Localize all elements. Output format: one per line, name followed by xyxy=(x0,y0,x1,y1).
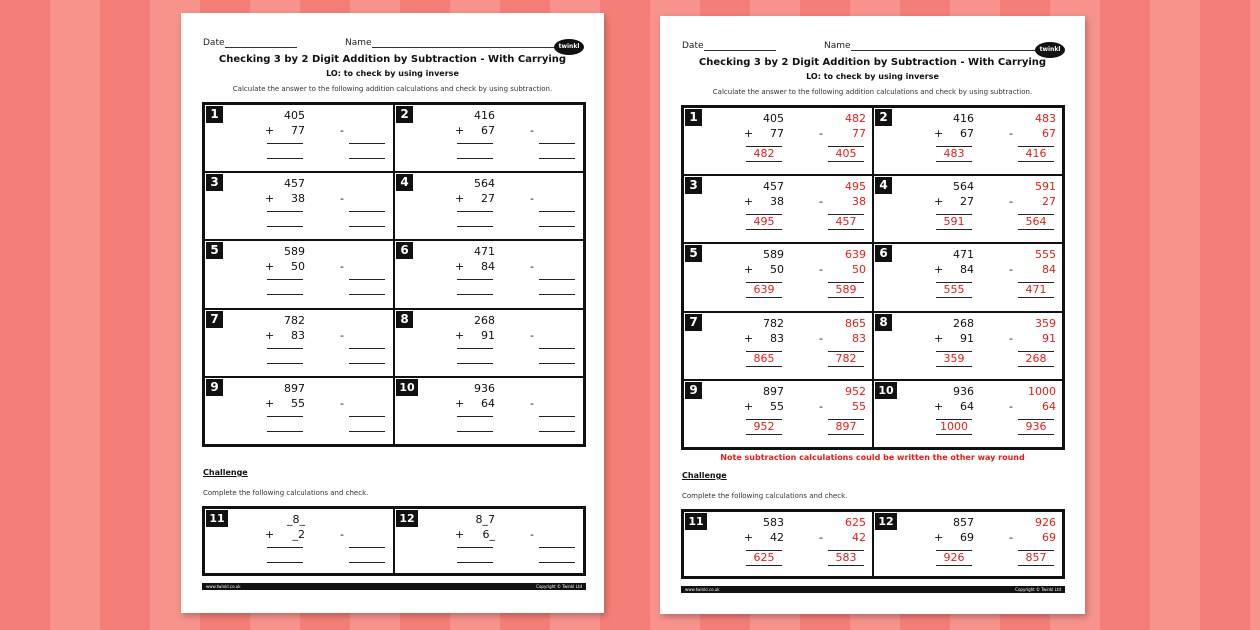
addend-bottom: 67 xyxy=(481,124,495,137)
plus-sign: + xyxy=(455,328,465,342)
minus-sign: - xyxy=(819,263,823,277)
minus-sign: - xyxy=(819,127,823,140)
learning-objective: LO: to check by using inverse xyxy=(326,69,459,78)
challenge-grid xyxy=(202,506,586,576)
subtract-bottom: 42 xyxy=(852,531,866,544)
problem-number: 6 xyxy=(875,245,892,262)
difference-answer: 471 xyxy=(1025,283,1047,297)
sum-line-bottom xyxy=(746,161,782,162)
diff-line xyxy=(539,279,575,280)
sum-line-bottom xyxy=(457,158,493,159)
footer-copyright: Copyright © Twinkl Ltd xyxy=(1015,587,1061,592)
minus-sign: - xyxy=(340,260,344,274)
problem-cell xyxy=(873,175,1063,243)
sum-line-bottom xyxy=(746,565,782,566)
diff-line xyxy=(539,348,575,349)
sum-line-bottom xyxy=(746,366,782,367)
addend-bottom: 83 xyxy=(291,328,305,342)
addend-bottom: 91 xyxy=(960,331,974,345)
subtract-top: 952 xyxy=(845,384,866,398)
problem-cell xyxy=(873,312,1063,380)
diff-line-bottom xyxy=(539,363,575,364)
sum-line-bottom xyxy=(267,158,303,159)
diff-line-bottom xyxy=(1018,229,1054,230)
problem-number: 2 xyxy=(396,106,413,123)
addend-top: 405 xyxy=(763,112,784,125)
footer-bar xyxy=(202,583,586,590)
difference-answer: 583 xyxy=(835,551,857,564)
minus-sign: - xyxy=(530,396,534,410)
addend-top: 457 xyxy=(284,177,305,191)
learning-objective: LO: to check by using inverse xyxy=(806,72,939,81)
addend-top: 782 xyxy=(284,313,305,327)
addend-top: 8_7 xyxy=(475,513,495,526)
minus-sign: - xyxy=(530,192,534,206)
subtract-bottom: 84 xyxy=(1042,263,1056,277)
challenge-instructions: Complete the following calculations and check. xyxy=(682,492,848,500)
problem-number: 12 xyxy=(875,513,897,530)
problem-number: 1 xyxy=(685,109,702,126)
sum-line xyxy=(267,211,303,212)
minus-sign: - xyxy=(819,331,823,345)
problem-cell xyxy=(394,104,584,172)
problem-cell xyxy=(873,380,1063,448)
difference-answer: 416 xyxy=(1025,147,1047,160)
plus-sign: + xyxy=(455,528,465,541)
addend-bottom: 55 xyxy=(291,396,305,410)
addend-top: 897 xyxy=(763,384,784,398)
minus-sign: - xyxy=(340,124,344,137)
plus-sign: + xyxy=(265,124,275,137)
diff-line xyxy=(539,143,575,144)
sum-answer: 625 xyxy=(753,551,775,564)
answer-grid xyxy=(681,105,1065,450)
addend-top: 268 xyxy=(953,316,974,330)
diff-line-bottom xyxy=(828,297,864,298)
plus-sign: + xyxy=(744,195,754,209)
plus-sign: + xyxy=(265,328,275,342)
subtract-bottom: 91 xyxy=(1042,331,1056,345)
difference-answer: 857 xyxy=(1025,551,1047,564)
diff-line-bottom xyxy=(349,562,385,563)
sum-line-bottom xyxy=(936,434,972,435)
problem-number: 8 xyxy=(396,311,413,328)
subtract-bottom: 38 xyxy=(852,195,866,209)
subtract-bottom: 77 xyxy=(852,127,866,140)
sum-answer: 865 xyxy=(753,351,775,365)
subtract-bottom: 50 xyxy=(852,263,866,277)
sum-line-bottom xyxy=(457,226,493,227)
sum-line-bottom xyxy=(267,226,303,227)
problem-number: 7 xyxy=(206,311,223,328)
addend-bottom: 27 xyxy=(960,195,974,209)
addend-top: 589 xyxy=(763,248,784,262)
problem-number: 3 xyxy=(206,174,223,191)
minus-sign: - xyxy=(340,396,344,410)
minus-sign: - xyxy=(1009,127,1013,140)
addend-bottom: 50 xyxy=(770,263,784,277)
difference-answer: 457 xyxy=(835,215,857,229)
addend-top: 782 xyxy=(763,316,784,330)
subtract-top: 639 xyxy=(845,248,866,262)
addend-top: 564 xyxy=(953,180,974,194)
addend-top: 564 xyxy=(474,177,495,191)
problem-cell xyxy=(204,508,394,574)
diff-line-bottom xyxy=(349,158,385,159)
sum-line-bottom xyxy=(267,363,303,364)
subtract-top: 865 xyxy=(845,316,866,330)
diff-line xyxy=(539,211,575,212)
footer-url: www.twinkl.co.uk xyxy=(206,584,241,589)
addend-top: 936 xyxy=(953,384,974,398)
minus-sign: - xyxy=(1009,195,1013,209)
problem-cell xyxy=(683,511,873,577)
plus-sign: + xyxy=(744,531,754,544)
sum-answer: 495 xyxy=(753,215,775,229)
problem-cell xyxy=(204,377,394,445)
sum-answer: 591 xyxy=(943,215,965,229)
subtract-bottom: 27 xyxy=(1042,195,1056,209)
sum-line xyxy=(267,143,303,144)
addend-bottom: 42 xyxy=(770,531,784,544)
subtract-top: 555 xyxy=(1035,248,1056,262)
plus-sign: + xyxy=(265,396,275,410)
challenge-heading: Challenge xyxy=(203,468,248,477)
diff-line xyxy=(349,279,385,280)
problem-number: 10 xyxy=(875,382,897,399)
problem-number: 7 xyxy=(685,314,702,331)
twinkl-logo: twinkl xyxy=(554,39,584,55)
challenge-instructions: Complete the following calculations and check. xyxy=(203,489,369,497)
diff-line-bottom xyxy=(1018,565,1054,566)
addend-top: _8_ xyxy=(287,513,305,526)
worksheet-title: Checking 3 by 2 Digit Addition by Subtraction - With Carrying xyxy=(218,54,567,65)
addend-bottom: _2 xyxy=(292,528,305,541)
header-row xyxy=(203,38,372,48)
subtract-top: 482 xyxy=(845,112,866,125)
minus-sign: - xyxy=(340,528,344,541)
subtract-top: 359 xyxy=(1035,316,1056,330)
diff-line xyxy=(539,416,575,417)
sum-answer: 482 xyxy=(753,147,775,160)
sum-line xyxy=(457,279,493,280)
diff-line-bottom xyxy=(349,294,385,295)
addend-bottom: 77 xyxy=(770,127,784,140)
addend-top: 857 xyxy=(953,516,974,529)
problem-number: 11 xyxy=(206,510,228,527)
sum-answer: 359 xyxy=(943,351,965,365)
problem-number: 6 xyxy=(396,242,413,259)
sum-line xyxy=(457,211,493,212)
diff-line-bottom xyxy=(539,226,575,227)
addend-top: 416 xyxy=(953,112,974,125)
sum-line xyxy=(267,279,303,280)
sum-answer: 952 xyxy=(753,419,775,433)
worksheet-answers xyxy=(660,16,1085,614)
worksheet-title: Checking 3 by 2 Digit Addition by Subtraction - With Carrying xyxy=(698,57,1047,68)
minus-sign: - xyxy=(819,531,823,544)
footer-url: www.twinkl.co.uk xyxy=(685,587,720,592)
diff-line-bottom xyxy=(1018,366,1054,367)
name-label: Name xyxy=(824,41,851,51)
addend-top: 268 xyxy=(474,313,495,327)
plus-sign: + xyxy=(934,399,944,413)
subtract-top: 625 xyxy=(845,516,866,529)
subtract-bottom: 55 xyxy=(852,399,866,413)
addend-bottom: 50 xyxy=(291,260,305,274)
plus-sign: + xyxy=(455,260,465,274)
subtract-top: 1000 xyxy=(1028,384,1056,398)
minus-sign: - xyxy=(340,192,344,206)
difference-answer: 268 xyxy=(1025,351,1047,365)
problem-cell xyxy=(683,312,873,380)
addend-bottom: 83 xyxy=(770,331,784,345)
sum-line-bottom xyxy=(457,294,493,295)
sum-line-bottom xyxy=(936,366,972,367)
subtract-top: 591 xyxy=(1035,180,1056,194)
sum-line xyxy=(267,547,303,548)
problem-number: 3 xyxy=(685,177,702,194)
addend-bottom: 84 xyxy=(481,260,495,274)
difference-answer: 589 xyxy=(835,283,857,297)
difference-answer: 782 xyxy=(835,351,857,365)
sum-line-bottom xyxy=(267,294,303,295)
sum-line-bottom xyxy=(746,297,782,298)
plus-sign: + xyxy=(934,263,944,277)
diff-line xyxy=(349,348,385,349)
addend-top: 589 xyxy=(284,245,305,259)
problem-cell xyxy=(873,243,1063,311)
minus-sign: - xyxy=(819,399,823,413)
diff-line-bottom xyxy=(1018,297,1054,298)
subtract-bottom: 67 xyxy=(1042,127,1056,140)
addend-bottom: 77 xyxy=(291,124,305,137)
difference-answer: 564 xyxy=(1025,215,1047,229)
addend-bottom: 38 xyxy=(770,195,784,209)
minus-sign: - xyxy=(530,260,534,274)
subtract-top: 495 xyxy=(845,180,866,194)
sum-line xyxy=(457,143,493,144)
addend-bottom: 91 xyxy=(481,328,495,342)
problem-number: 5 xyxy=(685,245,702,262)
minus-sign: - xyxy=(819,195,823,209)
problem-cell xyxy=(204,240,394,308)
addend-bottom: 6_ xyxy=(482,528,495,541)
plus-sign: + xyxy=(265,192,275,206)
minus-sign: - xyxy=(1009,531,1013,544)
diff-line-bottom xyxy=(349,226,385,227)
problem-number: 10 xyxy=(396,379,418,396)
sum-line xyxy=(457,547,493,548)
worksheet-blank xyxy=(181,13,604,613)
sum-line-bottom xyxy=(746,434,782,435)
problem-cell xyxy=(394,377,584,445)
plus-sign: + xyxy=(934,195,944,209)
sum-line-bottom xyxy=(457,363,493,364)
addend-bottom: 64 xyxy=(960,399,974,413)
addend-top: 457 xyxy=(763,180,784,194)
problem-grid xyxy=(202,102,586,447)
diff-line-bottom xyxy=(539,431,575,432)
name-label: Name xyxy=(345,38,372,48)
addend-bottom: 64 xyxy=(481,396,495,410)
minus-sign: - xyxy=(530,124,534,137)
problem-number: 9 xyxy=(685,382,702,399)
diff-line xyxy=(349,143,385,144)
sum-line-bottom xyxy=(457,562,493,563)
instructions: Calculate the answer to the following addition calculations and check by using subtraction. xyxy=(232,85,553,93)
diff-line-bottom xyxy=(1018,161,1054,162)
addend-bottom: 84 xyxy=(960,263,974,277)
problem-cell xyxy=(204,172,394,240)
problem-number: 5 xyxy=(206,242,223,259)
sum-line-bottom xyxy=(936,297,972,298)
problem-cell xyxy=(394,309,584,377)
sum-line xyxy=(457,348,493,349)
sum-answer: 639 xyxy=(753,283,775,297)
diff-line-bottom xyxy=(828,229,864,230)
diff-line-bottom xyxy=(539,158,575,159)
subtract-bottom: 64 xyxy=(1042,399,1056,413)
diff-line xyxy=(349,211,385,212)
plus-sign: + xyxy=(265,260,275,274)
addend-bottom: 67 xyxy=(960,127,974,140)
diff-line-bottom xyxy=(1018,434,1054,435)
problem-cell xyxy=(873,511,1063,577)
difference-answer: 405 xyxy=(835,147,857,160)
answer-note: Note subtraction calculations could be written the other way round xyxy=(720,453,1025,462)
addend-top: 416 xyxy=(474,109,495,122)
sum-line-bottom xyxy=(936,161,972,162)
subtract-top: 483 xyxy=(1035,112,1056,125)
diff-line-bottom xyxy=(828,161,864,162)
diff-line xyxy=(349,547,385,548)
plus-sign: + xyxy=(455,396,465,410)
sum-line-bottom xyxy=(746,229,782,230)
problem-cell xyxy=(204,309,394,377)
challenge-heading: Challenge xyxy=(682,471,727,480)
minus-sign: - xyxy=(1009,263,1013,277)
problem-cell xyxy=(394,172,584,240)
diff-line xyxy=(539,547,575,548)
sum-line-bottom xyxy=(267,562,303,563)
plus-sign: + xyxy=(744,263,754,277)
addend-top: 936 xyxy=(474,381,495,395)
problem-cell xyxy=(873,107,1063,175)
addend-bottom: 38 xyxy=(291,192,305,206)
problem-number: 1 xyxy=(206,106,223,123)
addend-bottom: 69 xyxy=(960,531,974,544)
challenge-answer-grid xyxy=(681,509,1065,579)
plus-sign: + xyxy=(455,192,465,206)
subtract-bottom: 83 xyxy=(852,331,866,345)
problem-cell xyxy=(394,508,584,574)
instructions: Calculate the answer to the following addition calculations and check by using subtraction. xyxy=(712,88,1033,96)
sum-line xyxy=(267,416,303,417)
problem-number: 8 xyxy=(875,314,892,331)
sum-line-bottom xyxy=(936,229,972,230)
footer-bar xyxy=(681,586,1065,593)
minus-sign: - xyxy=(1009,399,1013,413)
footer-copyright: Copyright © Twinkl Ltd xyxy=(536,584,582,589)
problem-number: 4 xyxy=(875,177,892,194)
problem-cell xyxy=(683,380,873,448)
plus-sign: + xyxy=(265,528,275,541)
date-label: Date xyxy=(682,41,704,51)
minus-sign: - xyxy=(530,328,534,342)
minus-sign: - xyxy=(1009,331,1013,345)
problem-cell xyxy=(394,240,584,308)
sum-answer: 926 xyxy=(943,551,965,564)
twinkl-logo: twinkl xyxy=(1035,42,1065,58)
plus-sign: + xyxy=(934,127,944,140)
header-row xyxy=(682,41,851,51)
sum-answer: 1000 xyxy=(940,419,968,433)
plus-sign: + xyxy=(744,399,754,413)
plus-sign: + xyxy=(744,127,754,140)
sum-line-bottom xyxy=(457,431,493,432)
problem-cell xyxy=(683,243,873,311)
addend-top: 405 xyxy=(284,109,305,122)
addend-top: 471 xyxy=(953,248,974,262)
problem-number: 9 xyxy=(206,379,223,396)
diff-line-bottom xyxy=(828,366,864,367)
diff-line-bottom xyxy=(539,562,575,563)
sum-answer: 555 xyxy=(943,283,965,297)
problem-number: 2 xyxy=(875,109,892,126)
minus-sign: - xyxy=(340,328,344,342)
subtract-top: 926 xyxy=(1035,516,1056,529)
date-label: Date xyxy=(203,38,225,48)
diff-line-bottom xyxy=(828,434,864,435)
plus-sign: + xyxy=(455,124,465,137)
diff-line xyxy=(349,416,385,417)
sum-line-bottom xyxy=(936,565,972,566)
addend-bottom: 55 xyxy=(770,399,784,413)
problem-cell xyxy=(204,104,394,172)
diff-line-bottom xyxy=(828,565,864,566)
difference-answer: 936 xyxy=(1025,419,1047,433)
sum-line-bottom xyxy=(267,431,303,432)
plus-sign: + xyxy=(744,331,754,345)
addend-top: 471 xyxy=(474,245,495,259)
problem-cell xyxy=(683,107,873,175)
difference-answer: 897 xyxy=(835,419,857,433)
plus-sign: + xyxy=(934,331,944,345)
diff-line-bottom xyxy=(349,431,385,432)
sum-answer: 483 xyxy=(943,147,965,160)
plus-sign: + xyxy=(934,531,944,544)
problem-number: 12 xyxy=(396,510,418,527)
diff-line-bottom xyxy=(539,294,575,295)
problem-cell xyxy=(683,175,873,243)
addend-top: 897 xyxy=(284,381,305,395)
addend-bottom: 27 xyxy=(481,192,495,206)
minus-sign: - xyxy=(530,528,534,541)
sum-line xyxy=(457,416,493,417)
problem-number: 4 xyxy=(396,174,413,191)
addend-top: 583 xyxy=(763,516,784,529)
problem-number: 11 xyxy=(685,513,707,530)
diff-line-bottom xyxy=(349,363,385,364)
sum-line xyxy=(267,348,303,349)
subtract-bottom: 69 xyxy=(1042,531,1056,544)
